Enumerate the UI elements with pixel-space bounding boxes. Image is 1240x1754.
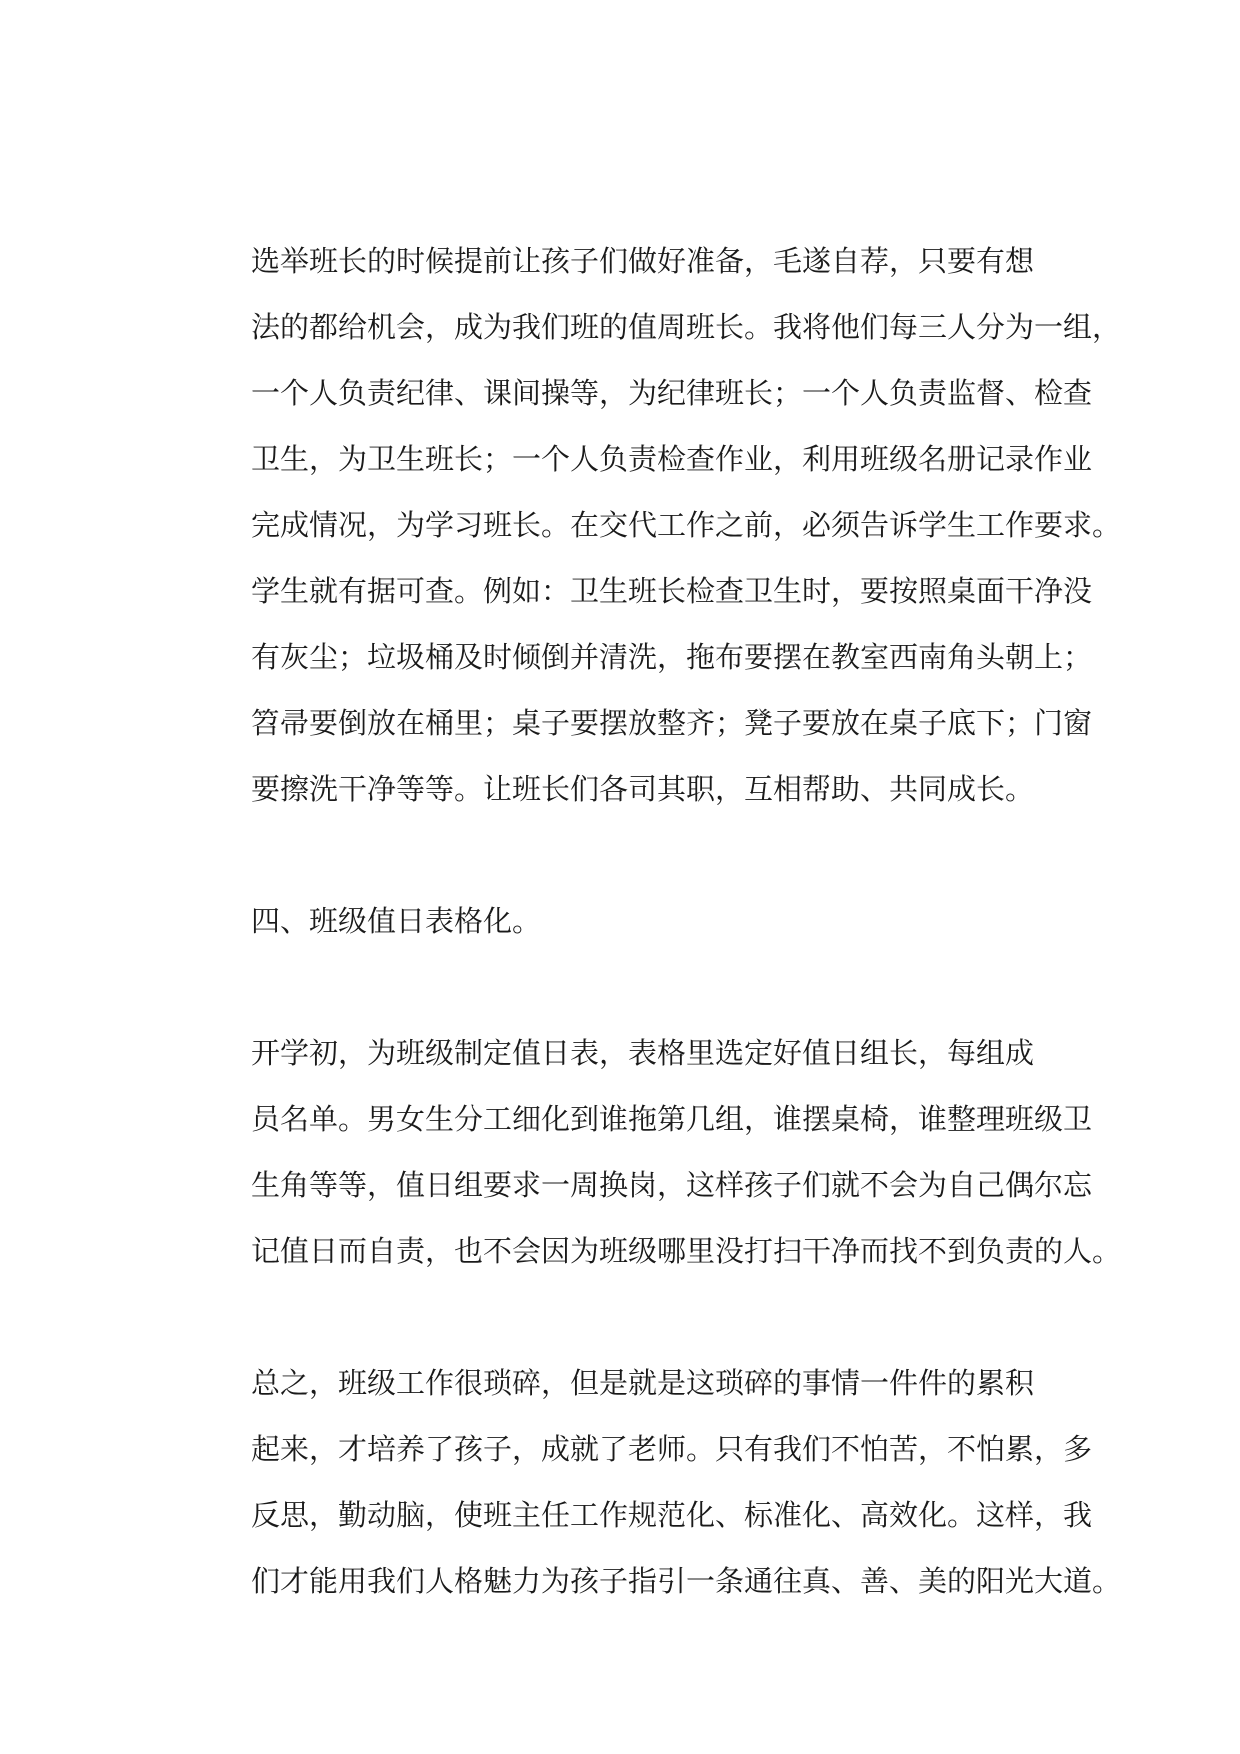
paragraph-line: 完成情况，为学习班长。在交代工作之前，必须告诉学生工作要求。 <box>251 508 1122 542</box>
paragraph-line: 有灰尘；垃圾桶及时倾倒并清洗，拖布要摆在教室西南角头朝上； <box>251 640 1093 674</box>
paragraph-line: 法的都给机会，成为我们班的值周班长。我将他们每三人分为一组， <box>251 310 1122 344</box>
paragraph-line: 笤帚要倒放在桶里；桌子要摆放整齐；凳子要放在桌子底下；门窗 <box>251 706 1093 740</box>
paragraph-line: 卫生，为卫生班长；一个人负责检查作业，利用班级名册记录作业 <box>251 442 1093 476</box>
paragraph-conclusion <box>193 1350 1122 1614</box>
paragraph-line: 要擦洗干净等等。让班长们各司其职，互相帮助、共同成长。 <box>251 772 1035 806</box>
paragraph-duty-roster <box>193 1020 1122 1284</box>
paragraph-line: 生角等等，值日组要求一周换岗，这样孩子们就不会为自己偶尔忘 <box>251 1168 1093 1202</box>
paragraph-line: 总之，班级工作很琐碎，但是就是这琐碎的事情一件件的累积 <box>251 1366 1035 1400</box>
paragraph-line: 学生就有据可查。例如：卫生班长检查卫生时，要按照桌面干净没 <box>251 574 1093 608</box>
paragraph-line: 反思，勤动脑，使班主任工作规范化、标准化、高效化。这样，我 <box>251 1498 1093 1532</box>
paragraph-line: 开学初，为班级制定值日表，表格里选定好值日组长，每组成 <box>251 1036 1035 1070</box>
paragraph-line: 一个人负责纪律、课间操等，为纪律班长；一个人负责监督、检查 <box>251 376 1093 410</box>
paragraph-class-monitor-election <box>193 228 1122 822</box>
paragraph-line: 记值日而自责，也不会因为班级哪里没打扫干净而找不到负责的人。 <box>251 1234 1122 1268</box>
paragraph-line: 员名单。男女生分工细化到谁拖第几组，谁摆桌椅，谁整理班级卫 <box>251 1102 1093 1136</box>
section-heading-duty-roster <box>193 888 1055 954</box>
paragraph-line: 们才能用我们人格魅力为孩子指引一条通往真、善、美的阳光大道。 <box>251 1564 1122 1598</box>
document-body <box>193 228 1122 1614</box>
paragraph-line: 选举班长的时候提前让孩子们做好准备，毛遂自荐，只要有想 <box>251 244 1035 278</box>
heading-line: 四、班级值日表格化。 <box>251 904 542 938</box>
paragraph-line: 起来，才培养了孩子，成就了老师。只有我们不怕苦，不怕累，多 <box>251 1432 1093 1466</box>
